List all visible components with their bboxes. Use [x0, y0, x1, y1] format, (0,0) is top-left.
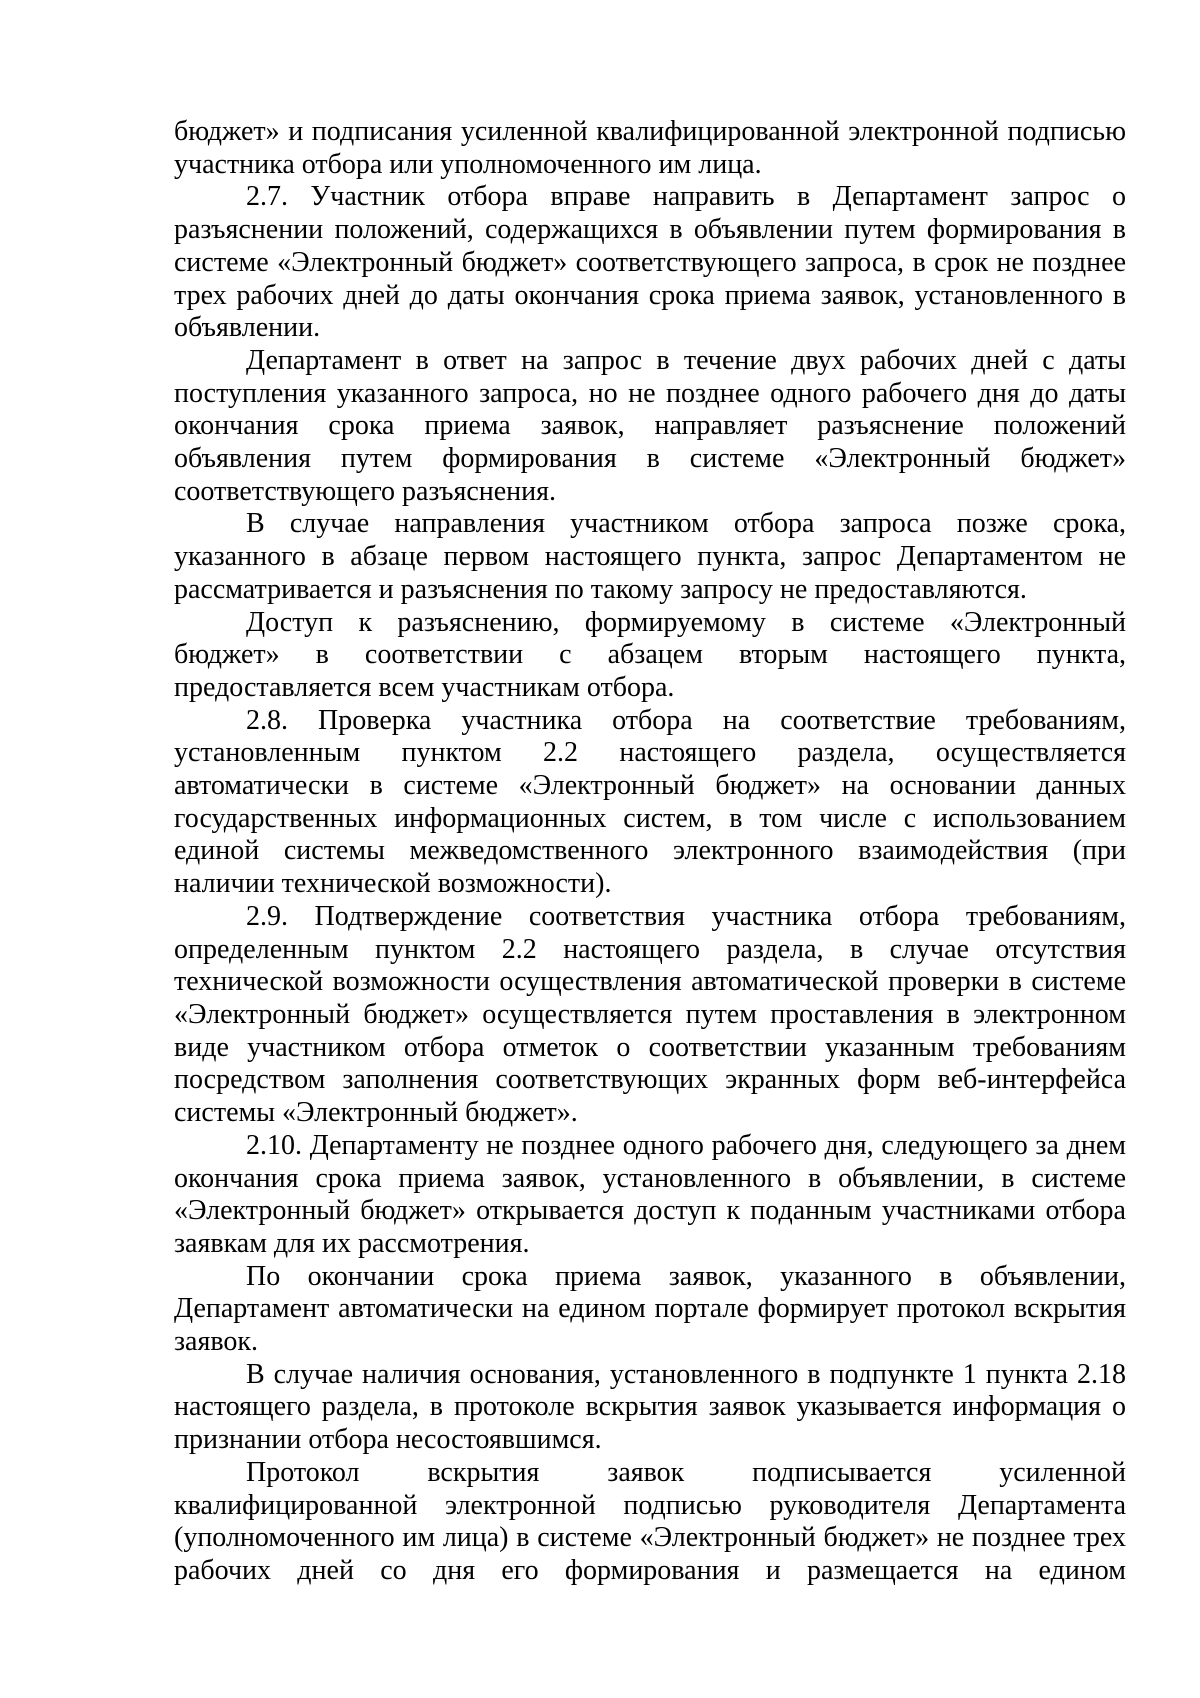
- paragraph-late-request: В случае направления участником отбора запроса позже срока, указанного в абзаце первом настоящего пункта, запрос Департаментом не рассматривается и разъяснения по такому запросу не предоставляются.: [174, 508, 1126, 605]
- paragraph-department-answer: Департамент в ответ на запрос в течение двух рабочих дней с даты поступления указанного запроса, но не позднее одного рабочего дня до даты окончания срока приема заявок, направляет разъяснение положений объявления путем формирования в системе «Электронный бюджет» соответствующего разъяснения.: [174, 344, 1126, 507]
- paragraph-2-10: 2.10. Департаменту не позднее одного рабочего дня, следующего за днем окончания срока приема заявок, установленного в объявлении, в системе «Электронный бюджет» открывается доступ к поданным участниками отбора заявкам для их рассмотрения.: [174, 1129, 1126, 1259]
- paragraph-2-8: 2.8. Проверка участника отбора на соответствие требованиям, установленным пунктом 2.2 настоящего раздела, осуществляется автоматически в системе «Электронный бюджет» на основании данных государственных информационных систем, в том числе с использованием единой системы межведомственного электронного взаимодействия (при наличии технической возможности).: [174, 704, 1126, 900]
- paragraph-2-7: 2.7. Участник отбора вправе направить в Департамент запрос о разъяснении положений, содержащихся в объявлении путем формирования в системе «Электронный бюджет» соответствующего запроса, в срок не позднее трех рабочих дней до даты окончания срока приема заявок, установленного в объявлении.: [174, 181, 1126, 344]
- paragraph-2-9: 2.9. Подтверждение соответствия участника отбора требованиям, определенным пунктом 2.2 настоящего раздела, в случае отсутствия технической возможности осуществления автоматической проверки в системе «Электронный бюджет» осуществляется путем проставления в электронном виде участником отбора отметок о соответствии указанным требованиям посредством заполнения соответствующих экранных форм веб-интерфейса системы «Электронный бюджет».: [174, 900, 1126, 1129]
- paragraph-failed-selection: В случае наличия основания, установленного в подпункте 1 пункта 2.18 настоящего раздела, в протоколе вскрытия заявок указывается информация о признании отбора несостоявшимся.: [174, 1358, 1126, 1456]
- paragraph-protocol-signing: Протокол вскрытия заявок подписывается усиленной квалифицированной электронной подписью руководителя Департамента (уполномоченного им лица) в системе «Электронный бюджет» не позднее трех рабочих дней со дня его формирования и размещается на едином: [174, 1456, 1126, 1586]
- document-page: [174, 116, 1126, 1588]
- paragraph-protocol-forming: По окончании срока приема заявок, указанного в объявлении, Департамент автоматически на едином портале формирует протокол вскрытия заявок.: [174, 1260, 1126, 1358]
- paragraph-access: Доступ к разъяснению, формируемому в системе «Электронный бюджет» в соответствии с абзацем вторым настоящего пункта, предоставляется всем участникам отбора.: [174, 606, 1126, 703]
- paragraph-continuation: бюджет» и подписания усиленной квалифицированной электронной подписью участника отбора или уполномоченного им лица.: [174, 116, 1126, 180]
